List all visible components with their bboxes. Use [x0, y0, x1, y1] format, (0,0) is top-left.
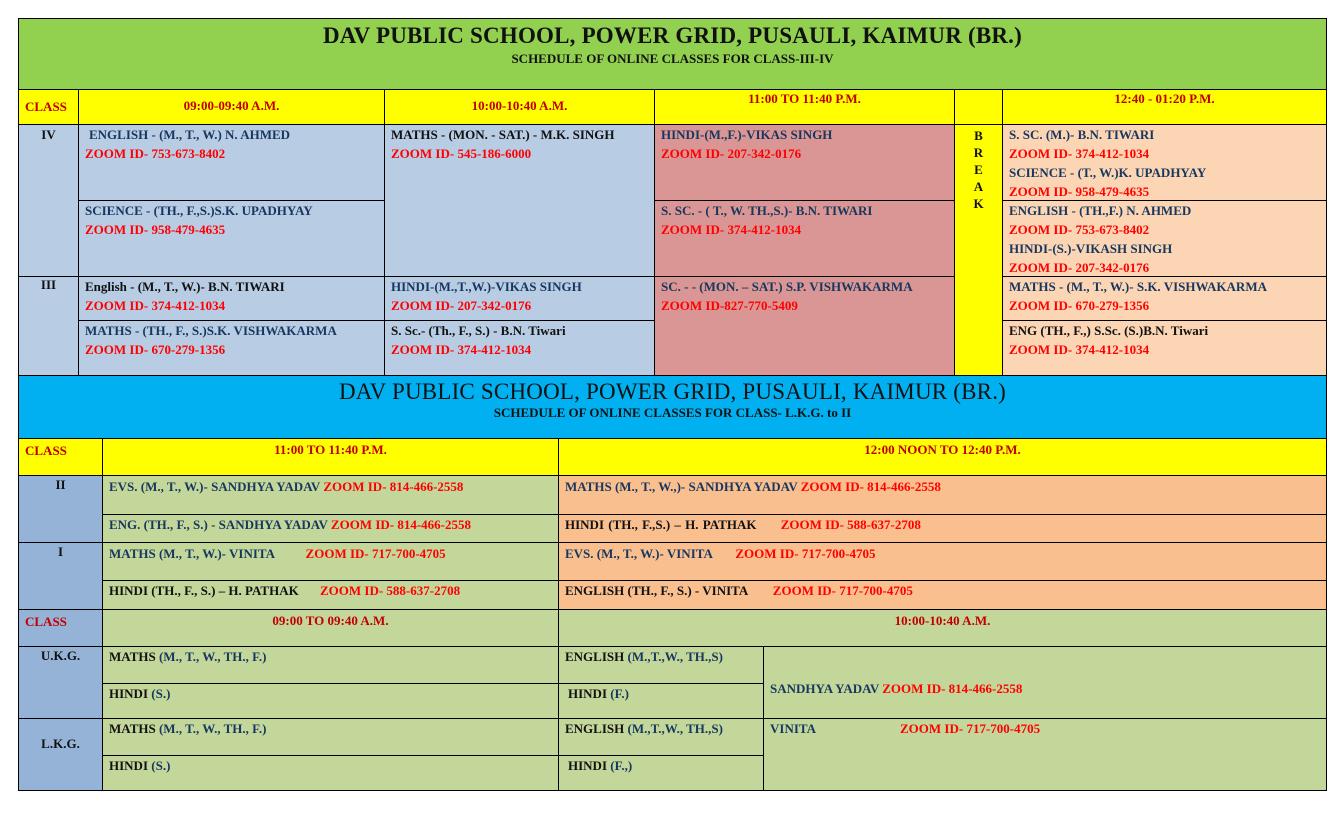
subject-teacher: HINDI (TH., F.,S.) – H. PATHAK [565, 517, 761, 532]
teacher-name: SANDHYA YADAV [770, 681, 883, 696]
class-i-slot2-evs [558, 542, 1327, 581]
subject: HINDI [109, 686, 149, 701]
lkg-label-cell [18, 718, 103, 791]
zoom-id: ZOOM ID- 717-700-4705 [305, 546, 446, 561]
subject-teacher: S. SC. (M.)- B.N. TIWARI [1009, 127, 1155, 142]
class-iii-slot2-hindi [384, 276, 655, 321]
class-name: II [55, 477, 66, 492]
subject-teacher: S. Sc.- (Th., F., S.) - B.N. Tiwari [391, 323, 566, 338]
zoom-id: ZOOM ID- 374-412-1034 [1009, 146, 1150, 161]
class-iii-slot1-english [78, 276, 385, 321]
class-name: U.K.G. [40, 648, 81, 663]
break-letter: R [973, 145, 984, 160]
subject-teacher: MATHS - (M., T., W.)- S.K. VISHWAKARMA [1009, 279, 1267, 294]
class-i-slot1-hindi [102, 580, 559, 610]
slot-time-label: 11:00 TO 11:40 P.M. [274, 442, 387, 457]
slot-time-label: 11:00 TO 11:40 P.M. [748, 91, 861, 106]
section1-break-header [954, 89, 1003, 125]
break-letter: E [974, 162, 983, 177]
class-iv-slot4-english-hindi [1002, 200, 1327, 277]
section1-slot1-header [78, 89, 385, 125]
class-i-label-cell [18, 542, 103, 610]
days: (M., T., W., TH., F.) [155, 721, 267, 736]
class-name: III [40, 277, 57, 292]
class-iii-slot4-maths [1002, 276, 1327, 321]
subject: HINDI [568, 686, 608, 701]
section1-header [18, 18, 1327, 90]
ukg-label-cell [18, 646, 103, 719]
class-iv-slot1-science [78, 200, 385, 277]
subject-teacher: SC. - - (MON. – SAT.) S.P. VISHWAKARMA [661, 279, 913, 294]
zoom-id: ZOOM ID- 588-637-2708 [780, 517, 921, 532]
zoom-id: ZOOM ID- 374-412-1034 [1009, 342, 1150, 357]
lkg-slot2-english [558, 718, 764, 756]
days: (F.,) [607, 758, 633, 773]
slot-time-label: 12:40 - 01:20 P.M. [1114, 91, 1215, 106]
zoom-id: ZOOM ID- 588-637-2708 [319, 583, 461, 598]
days: (S.) [148, 758, 171, 773]
zoom-id: ZOOM ID- 670-279-1356 [1009, 298, 1150, 313]
zoom-id: ZOOM ID- 753-673-8402 [1009, 222, 1150, 237]
class-ii-slot1-eng [102, 514, 559, 543]
section2-slot2-header [558, 438, 1327, 476]
subject-teacher: ENGLISH - (TH.,F.) N. AHMED [1009, 203, 1192, 218]
days: (M., T., W., TH., F.) [155, 649, 267, 664]
subject-teacher: HINDI-(M.,T.,W.)-VIKAS SINGH [391, 279, 582, 294]
subject-teacher: EVS. (M., T., W.)- SANDHYA YADAV [109, 479, 324, 494]
class-header-label: CLASS [25, 614, 67, 629]
section1-subtitle: SCHEDULE OF ONLINE CLASSES FOR CLASS-III-IV [511, 51, 834, 66]
slot-time-label: 10:00-10:40 A.M. [471, 98, 568, 113]
zoom-id: ZOOM ID- 545-186-6000 [391, 146, 532, 161]
subject-teacher: SCIENCE - (T., W.)K. UPADHYAY [1009, 165, 1207, 180]
days: (S.) [148, 686, 171, 701]
zoom-id: ZOOM ID- 814-466-2558 [800, 479, 941, 494]
class-iv-slot2-maths [384, 124, 655, 277]
subject-teacher: MATHS (M., T., W.,)- SANDHYA YADAV [565, 479, 801, 494]
class-ii-slot1-evs [102, 475, 559, 515]
subject: MATHS [109, 649, 156, 664]
ukg-slot1-maths [102, 646, 559, 684]
teacher-name: VINITA [770, 721, 816, 736]
break-letter: K [973, 196, 984, 211]
subject-teacher: HINDI (TH., F., S.) – H. PATHAK [109, 583, 302, 598]
class-iv-slot3-hindi [654, 124, 955, 201]
zoom-id: ZOOM ID- 814-466-2558 [882, 681, 1023, 696]
zoom-id: ZOOM ID- 753-673-8402 [85, 146, 226, 161]
zoom-id: ZOOM ID- 958-479-4635 [1009, 184, 1150, 199]
zoom-id: ZOOM ID-827-770-5409 [661, 298, 798, 313]
subject-teacher: MATHS (M., T., W.)- VINITA [109, 546, 278, 561]
subject-teacher: ENG (TH., F.,) S.Sc. (S.)B.N. Tiwari [1009, 323, 1209, 338]
section1-title: DAV PUBLIC SCHOOL, POWER GRID, PUSAULI, KAIMUR (BR.) [323, 23, 1022, 48]
ukg-slot1-hindi [102, 683, 559, 719]
slot-time-label: 09:00-09:40 A.M. [183, 98, 280, 113]
class-ii-slot2-hindi [558, 514, 1327, 543]
slot-time-label: 09:00 TO 09:40 A.M. [272, 613, 389, 628]
kg-slot1-header [102, 609, 559, 647]
class-iii-slot4-eng-ssc [1002, 320, 1327, 376]
subject-teacher: SCIENCE - (TH., F.,S.)S.K. UPADHYAY [85, 203, 313, 218]
kg-class-header [18, 609, 103, 647]
section2-subtitle: SCHEDULE OF ONLINE CLASSES FOR CLASS- L.K.G. to II [493, 405, 852, 420]
class-iv-slot1-english [78, 124, 385, 201]
subject: ENGLISH [565, 721, 625, 736]
class-name: IV [41, 127, 56, 142]
subject-teacher: EVS. (M., T., W.)- VINITA [565, 546, 716, 561]
class-i-slot1-maths [102, 542, 559, 581]
zoom-id: ZOOM ID- 717-700-4705 [735, 546, 876, 561]
subject: MATHS [109, 721, 156, 736]
section2-title: DAV PUBLIC SCHOOL, POWER GRID, PUSAULI, KAIMUR (BR.) [338, 379, 1007, 404]
zoom-id: ZOOM ID- 207-342-0176 [391, 298, 532, 313]
zoom-id: ZOOM ID- 814-466-2558 [330, 517, 472, 532]
zoom-id: ZOOM ID- 207-342-0176 [1009, 260, 1150, 275]
class-ii-label-cell [18, 475, 103, 543]
zoom-id: ZOOM ID- 374-412-1034 [391, 342, 532, 357]
class-i-slot2-english [558, 580, 1327, 610]
ukg-teacher-cell [763, 646, 1327, 719]
class-iv-slot3-ssc [654, 200, 955, 277]
subject: ENGLISH [565, 649, 625, 664]
class-name: L.K.G. [41, 736, 80, 751]
zoom-id: ZOOM ID- 717-700-4705 [772, 583, 913, 598]
zoom-id: ZOOM ID- 670-279-1356 [85, 342, 226, 357]
break-column [954, 124, 1003, 376]
section1-slot4-header [1002, 89, 1327, 125]
days: (M.,T.,W., TH.,S) [624, 721, 723, 736]
class-iii-slot3-science [654, 276, 955, 376]
subject-teacher: ENGLISH - (M., T., W.) N. AHMED [89, 127, 291, 142]
zoom-id: ZOOM ID- 958-479-4635 [85, 222, 226, 237]
class-header-label: CLASS [25, 99, 67, 114]
section2-slot1-header [102, 438, 559, 476]
lkg-slot1-maths [102, 718, 559, 756]
slot-time-label: 12:00 NOON TO 12:40 P.M. [864, 442, 1021, 457]
class-name: I [57, 544, 64, 559]
subject-teacher: MATHS - (MON. - SAT.) - M.K. SINGH [391, 127, 615, 142]
days: (F.) [607, 686, 629, 701]
break-letter: B [974, 128, 983, 143]
subject-teacher: HINDI-(S.)-VIKASH SINGH [1009, 241, 1173, 256]
section1-slot2-header [384, 89, 655, 125]
subject-teacher: HINDI-(M.,F.)-VIKAS SINGH [661, 127, 833, 142]
class-iv-slot4-ssc-science [1002, 124, 1327, 201]
zoom-id: ZOOM ID- 374-412-1034 [85, 298, 226, 313]
section1-class-header [18, 89, 79, 125]
subject-teacher: ENGLISH (TH., F., S.) - VINITA [565, 583, 751, 598]
zoom-id: ZOOM ID- 374-412-1034 [661, 222, 802, 237]
class-iii-label-cell [18, 276, 79, 376]
class-iii-slot2-ssc [384, 320, 655, 376]
subject-teacher: English - (M., T., W.)- B.N. TIWARI [85, 279, 285, 294]
zoom-id: ZOOM ID- 717-700-4705 [900, 721, 1041, 736]
subject-teacher: ENG. (TH., F., S.) - SANDHYA YADAV [109, 517, 331, 532]
class-iv-label-cell [18, 124, 79, 277]
kg-slot2-header [558, 609, 1327, 647]
section2-class-header [18, 438, 103, 476]
subject: HINDI [109, 758, 149, 773]
section1-slot3-header [654, 89, 955, 125]
lkg-slot2-hindi [558, 755, 764, 791]
days: (M.,T.,W., TH.,S) [624, 649, 723, 664]
section2-header [18, 375, 1327, 439]
subject-teacher: MATHS - (TH., F., S.)S.K. VISHWAKARMA [85, 323, 337, 338]
break-letter: A [973, 179, 984, 194]
lkg-slot1-hindi [102, 755, 559, 791]
class-ii-slot2-maths [558, 475, 1327, 515]
zoom-id: ZOOM ID- 814-466-2558 [323, 479, 464, 494]
slot-time-label: 10:00-10:40 A.M. [894, 613, 991, 628]
lkg-teacher-cell [763, 718, 1327, 791]
zoom-id: ZOOM ID- 207-342-0176 [661, 146, 802, 161]
ukg-slot2-english [558, 646, 764, 684]
subject: HINDI [568, 758, 608, 773]
class-iii-slot1-maths [78, 320, 385, 376]
class-header-label: CLASS [25, 443, 67, 458]
ukg-slot2-hindi [558, 683, 764, 719]
subject-teacher: S. SC. - ( T., W. TH.,S.)- B.N. TIWARI [661, 203, 873, 218]
